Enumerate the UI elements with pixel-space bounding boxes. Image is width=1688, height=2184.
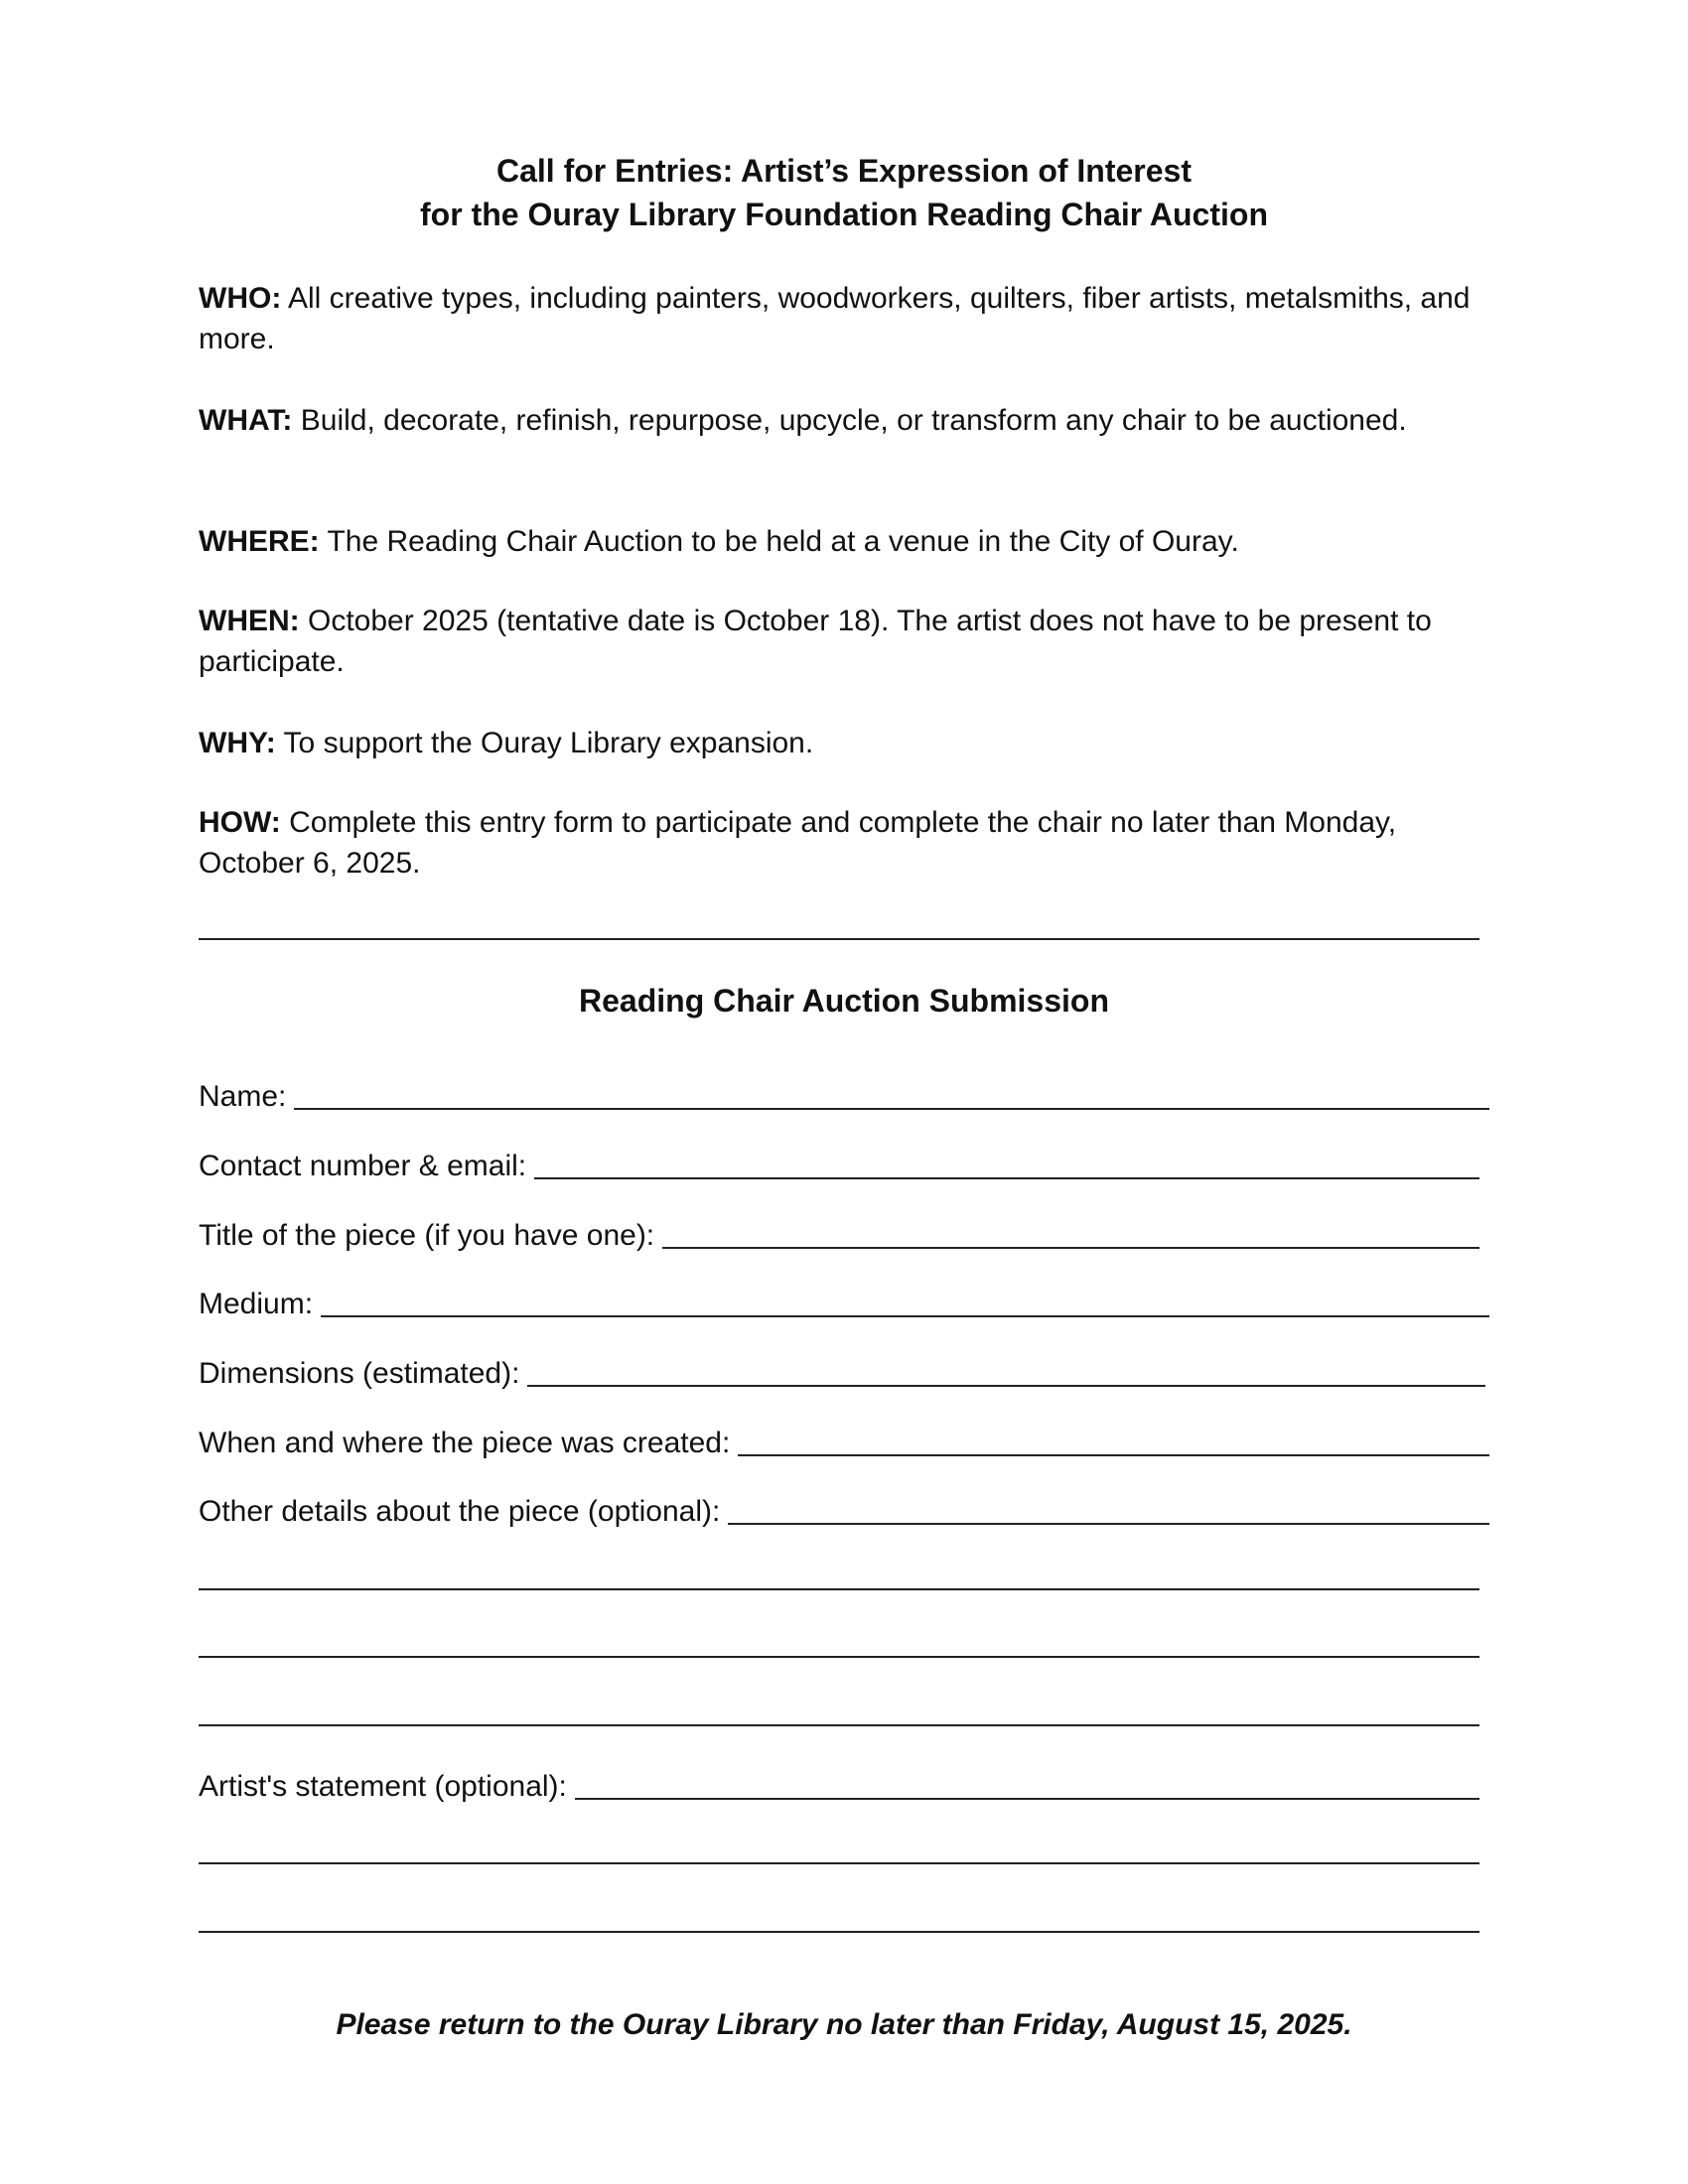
created-input-line[interactable] [738,1425,1489,1456]
artist-statement-field[interactable] [199,1764,1479,1808]
why-label: WHY: [199,727,276,759]
when-label: WHEN: [199,605,300,637]
who-text: All creative types, including painters, woodworkers, quilters, fiber artists, metalsmiths, and more. [199,282,1471,355]
how-label: HOW: [199,806,281,839]
other-details-line-2[interactable] [199,1588,1479,1590]
where-text: The Reading Chair Auction to be held at a venue in the City of Ouray. [319,525,1239,558]
piece-title-input-line[interactable] [662,1217,1479,1249]
who-label: WHO: [199,282,282,315]
artist-statement-line-3[interactable] [199,1931,1479,1933]
section-divider [199,938,1479,940]
when-text: October 2025 (tentative date is October 18). The artist does not have to be present to participate. [199,605,1432,678]
what-paragraph [199,400,1489,441]
what-label: WHAT: [199,404,293,437]
why-text: To support the Ouray Library expansion. [275,727,814,759]
return-deadline-note: Please return to the Ouray Library no later than Friday, August 15, 2025. [336,2008,1352,2041]
how-paragraph [199,802,1489,884]
medium-label: Medium: [199,1288,314,1320]
created-label: When and where the piece was created: [199,1427,731,1459]
when-paragraph [199,601,1489,682]
entry-form-page [199,0,1489,2184]
artist-statement-input-line[interactable] [575,1768,1479,1800]
form-title: Reading Chair Auction Submission [579,983,1109,1019]
other-details-label: Other details about the piece (optional): [199,1495,721,1528]
contact-field[interactable] [199,1144,1479,1187]
dimensions-label: Dimensions (estimated): [199,1357,520,1390]
medium-input-line[interactable] [321,1286,1489,1317]
other-details-line-3[interactable] [199,1656,1479,1658]
why-paragraph [199,723,1489,763]
where-paragraph [199,521,1489,562]
what-text: Build, decorate, refinish, repurpose, upcycle, or transform any chair to be auctioned. [292,404,1407,437]
name-field[interactable] [199,1074,1489,1118]
page-title [199,149,1489,236]
contact-label: Contact number & email: [199,1150,527,1182]
dimensions-field[interactable] [199,1351,1485,1395]
artist-statement-line-2[interactable] [199,1862,1479,1864]
artist-statement-label: Artist's statement (optional): [199,1770,567,1803]
other-details-input-line[interactable] [728,1493,1489,1525]
title-line-1: Call for Entries: Artist’s Expression of Interest [495,153,1192,189]
title-line-2: for the Ouray Library Foundation Reading Chair Auction [420,197,1268,232]
piece-title-field[interactable] [199,1213,1479,1257]
contact-input-line[interactable] [534,1148,1479,1179]
name-input-line[interactable] [294,1078,1489,1110]
created-field[interactable] [199,1421,1489,1464]
how-text: Complete this entry form to participate and complete the chair no later than Monday, October 6, 2025. [199,806,1397,880]
name-label: Name: [199,1080,287,1113]
who-paragraph [199,278,1489,359]
medium-field[interactable] [199,1282,1489,1325]
piece-title-label: Title of the piece (if you have one): [199,1219,655,1252]
other-details-field[interactable] [199,1489,1489,1533]
where-label: WHERE: [199,525,320,558]
dimensions-input-line[interactable] [527,1355,1485,1387]
other-details-line-4[interactable] [199,1724,1479,1726]
